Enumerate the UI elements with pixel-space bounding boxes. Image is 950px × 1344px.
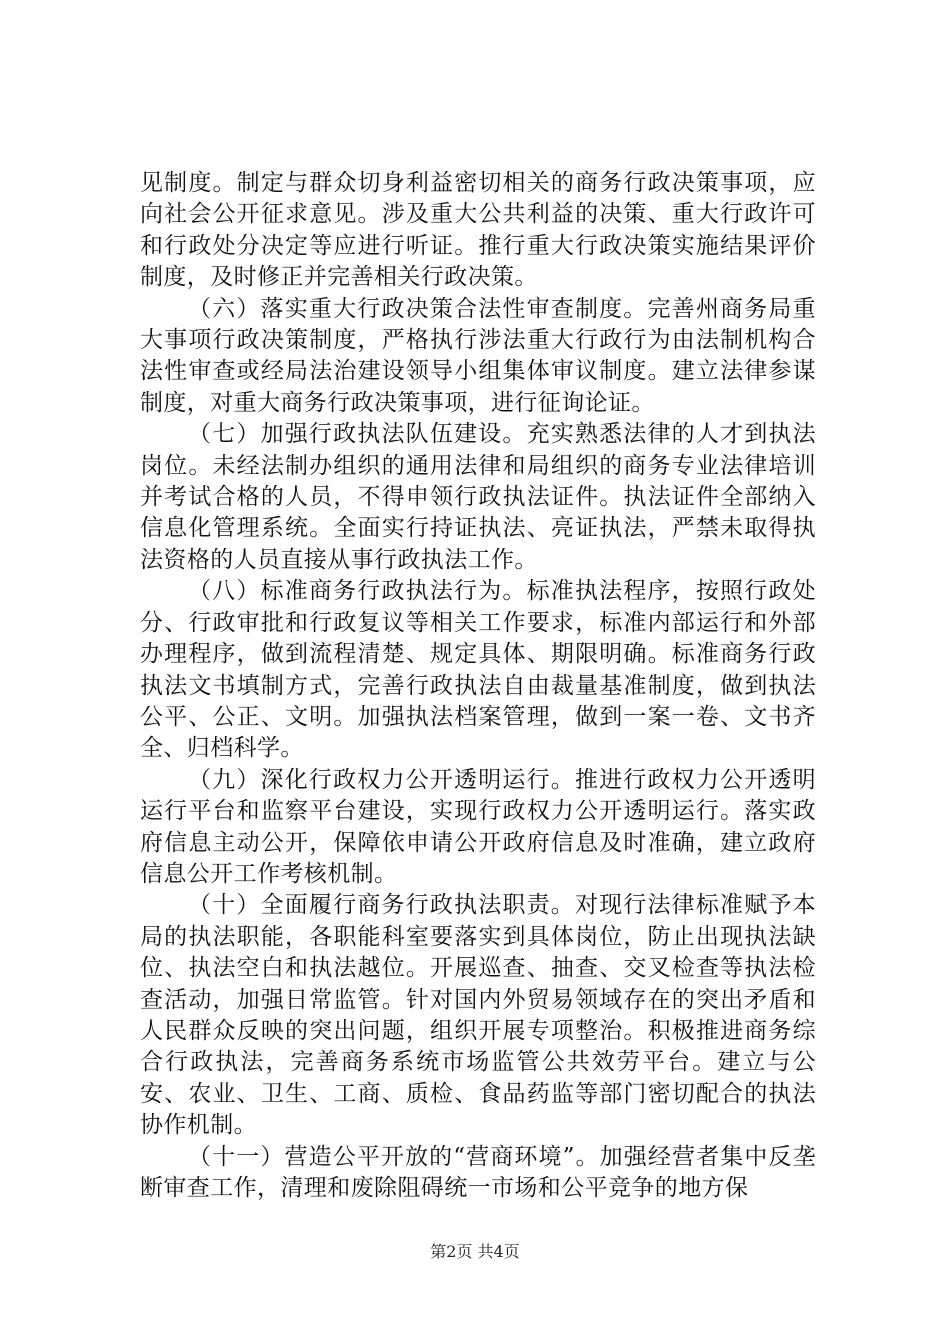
paragraph-eight: （八）标准商务行政执法行为。标准执法程序，按照行政处分、行政审批和行政复议等相关工作要求，标准内部运行和外部办理程序，做到流程清楚、规定具体、期限明确。标准商务行政执法文书填制方式，完善行政执法自由裁量基准制度，做到执法公平、公正、文明。加强执法档案管理，做到一案一卷、文书齐全、归档科学。 xyxy=(140,578,816,762)
paragraph-seven: （七）加强行政执法队伍建设。充实熟悉法律的人才到执法岗位。未经法制办组织的通用法律和局组织的商务专业法律培训并考试合格的人员，不得申领行政执法证件。执法证件全部纳入信息化管理系统。全面实行持证执法、亮证执法，严禁未取得执法资格的人员直接从事行政执法工作。 xyxy=(140,421,816,573)
paragraph-nine: （九）深化行政权力公开透明运行。推进行政权力公开透明运行平台和监察平台建设，实现行政权力公开透明运行。落实政府信息主动公开，保障依申请公开政府信息及时准确，建立政府信息公开工作考核机制。 xyxy=(140,766,816,887)
document-body xyxy=(140,168,816,1204)
paragraph-eleven: （十一）营造公平开放的“营商环境”。加强经营者集中反垄断审查工作，清理和废除阻碍统一市场和公平竞争的地方保 xyxy=(140,1143,816,1201)
paragraph-continuation: 见制度。制定与群众切身利益密切相关的商务行政决策事项，应向社会公开征求意见。涉及重大公共利益的决策、重大行政许可和行政处分决定等应进行听证。推行重大行政决策实施结果评价制度，及时修正并完善相关行政决策。 xyxy=(140,170,816,291)
paragraph-six: （六）落实重大行政决策合法性审查制度。完善州商务局重大事项行政决策制度，严格执行涉法重大行政行为由法制机构合法性审查或经局法治建设领导小组集体审议制度。建立法律参谋制度，对重大商务行政决策事项，进行征询论证。 xyxy=(140,295,816,416)
page-number: 第2页 共4页 xyxy=(430,1242,520,1261)
page-footer xyxy=(0,1242,950,1262)
paragraph-ten: （十）全面履行商务行政执法职责。对现行法律标准赋予本局的执法职能，各职能科室要落实到具体岗位，防止出现执法缺位、执法空白和执法越位。开展巡查、抽查、交叉检查等执法检查活动，加强日常监管。针对国内外贸易领域存在的突出矛盾和人民群众反映的突出问题，组织开展专项整治。积极推进商务综合行政执法，完善商务系统市场监管公共效劳平台。建立与公安、农业、卫生、工商、质检、食品药监等部门密切配合的执法协作机制。 xyxy=(140,892,816,1139)
